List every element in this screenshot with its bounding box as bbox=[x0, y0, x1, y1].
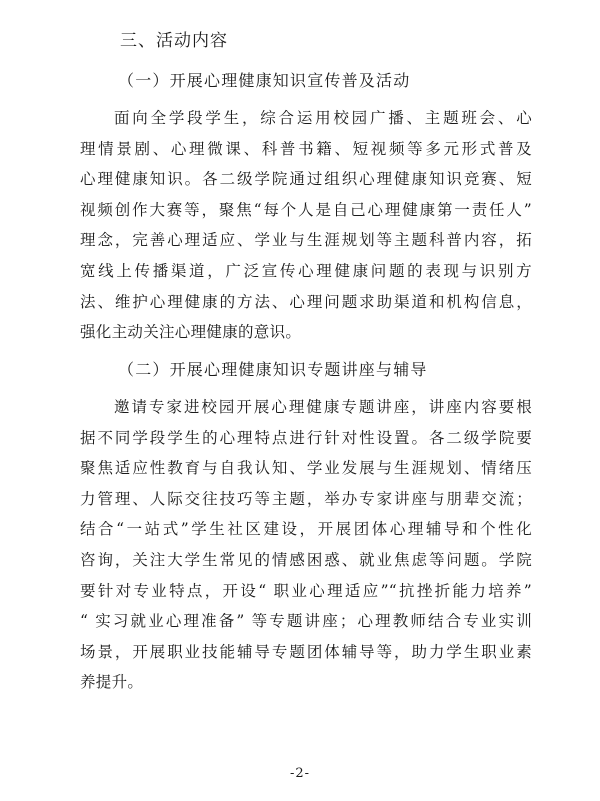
subsection-title-2: （二）开展心理健康知识专题讲座与辅导 bbox=[118, 360, 428, 379]
subsection-title-1: （一）开展心理健康知识宣传普及活动 bbox=[118, 71, 411, 90]
paragraph-line: 据不同学段学生的心理特点进行针对性设置。各二级学院要 bbox=[80, 428, 532, 447]
paragraph-1 bbox=[80, 103, 532, 348]
paragraph-line: 场景，开展职业技能辅导专题团体辅导等，助力学生职业素 bbox=[80, 642, 532, 661]
paragraph-line: 宽线上传播渠道，广泛宣传心理健康问题的表现与识别方 bbox=[80, 261, 532, 280]
paragraph-line: 力管理、人际交往技巧等主题，举办专家讲座与朋辈交流； bbox=[80, 489, 532, 508]
paragraph-line: 理念，完善心理适应、学业与生涯规划等主题科普内容，拓 bbox=[80, 231, 532, 250]
paragraph-2 bbox=[80, 392, 532, 698]
paragraph-line: 理情景剧、心理微课、科普书籍、短视频等多元形式普及 bbox=[80, 139, 532, 158]
paragraph-line: 结合“一站式”学生社区建设，开展团体心理辅导和个性化 bbox=[80, 520, 532, 539]
paragraph-line: 养提升。 bbox=[80, 673, 144, 692]
paragraph-line: 要针对专业特点，开设“ 职业心理适应”“抗挫折能力培养” bbox=[80, 581, 532, 600]
paragraph-line: 心理健康知识。各二级学院通过组织心理健康知识竞赛、短 bbox=[80, 170, 532, 189]
paragraph-line: 强化主动关注心理健康的意识。 bbox=[80, 323, 302, 342]
paragraph-line: 聚焦适应性教育与自我认知、学业发展与生涯规划、情绪压 bbox=[80, 459, 532, 478]
paragraph-line: 咨询，关注大学生常见的情感困惑、就业焦虑等问题。学院 bbox=[80, 550, 532, 569]
paragraph-line: 法、维护心理健康的方法、心理问题求助渠道和机构信息， bbox=[80, 292, 532, 311]
paragraph-line: 视频创作大赛等，聚焦“每个人是自己心理健康第一责任人” bbox=[80, 200, 532, 219]
paragraph-line: 邀请专家进校园开展心理健康专题讲座，讲座内容要根 bbox=[114, 398, 532, 416]
page-number: -2- bbox=[289, 766, 311, 781]
paragraph-line: 面向全学段学生，综合运用校园广播、主题班会、心 bbox=[114, 109, 532, 127]
paragraph-line: “ 实习就业心理准备” 等专题讲座；心理教师结合专业实训 bbox=[80, 612, 532, 631]
section-heading: 三、活动内容 bbox=[120, 31, 228, 51]
